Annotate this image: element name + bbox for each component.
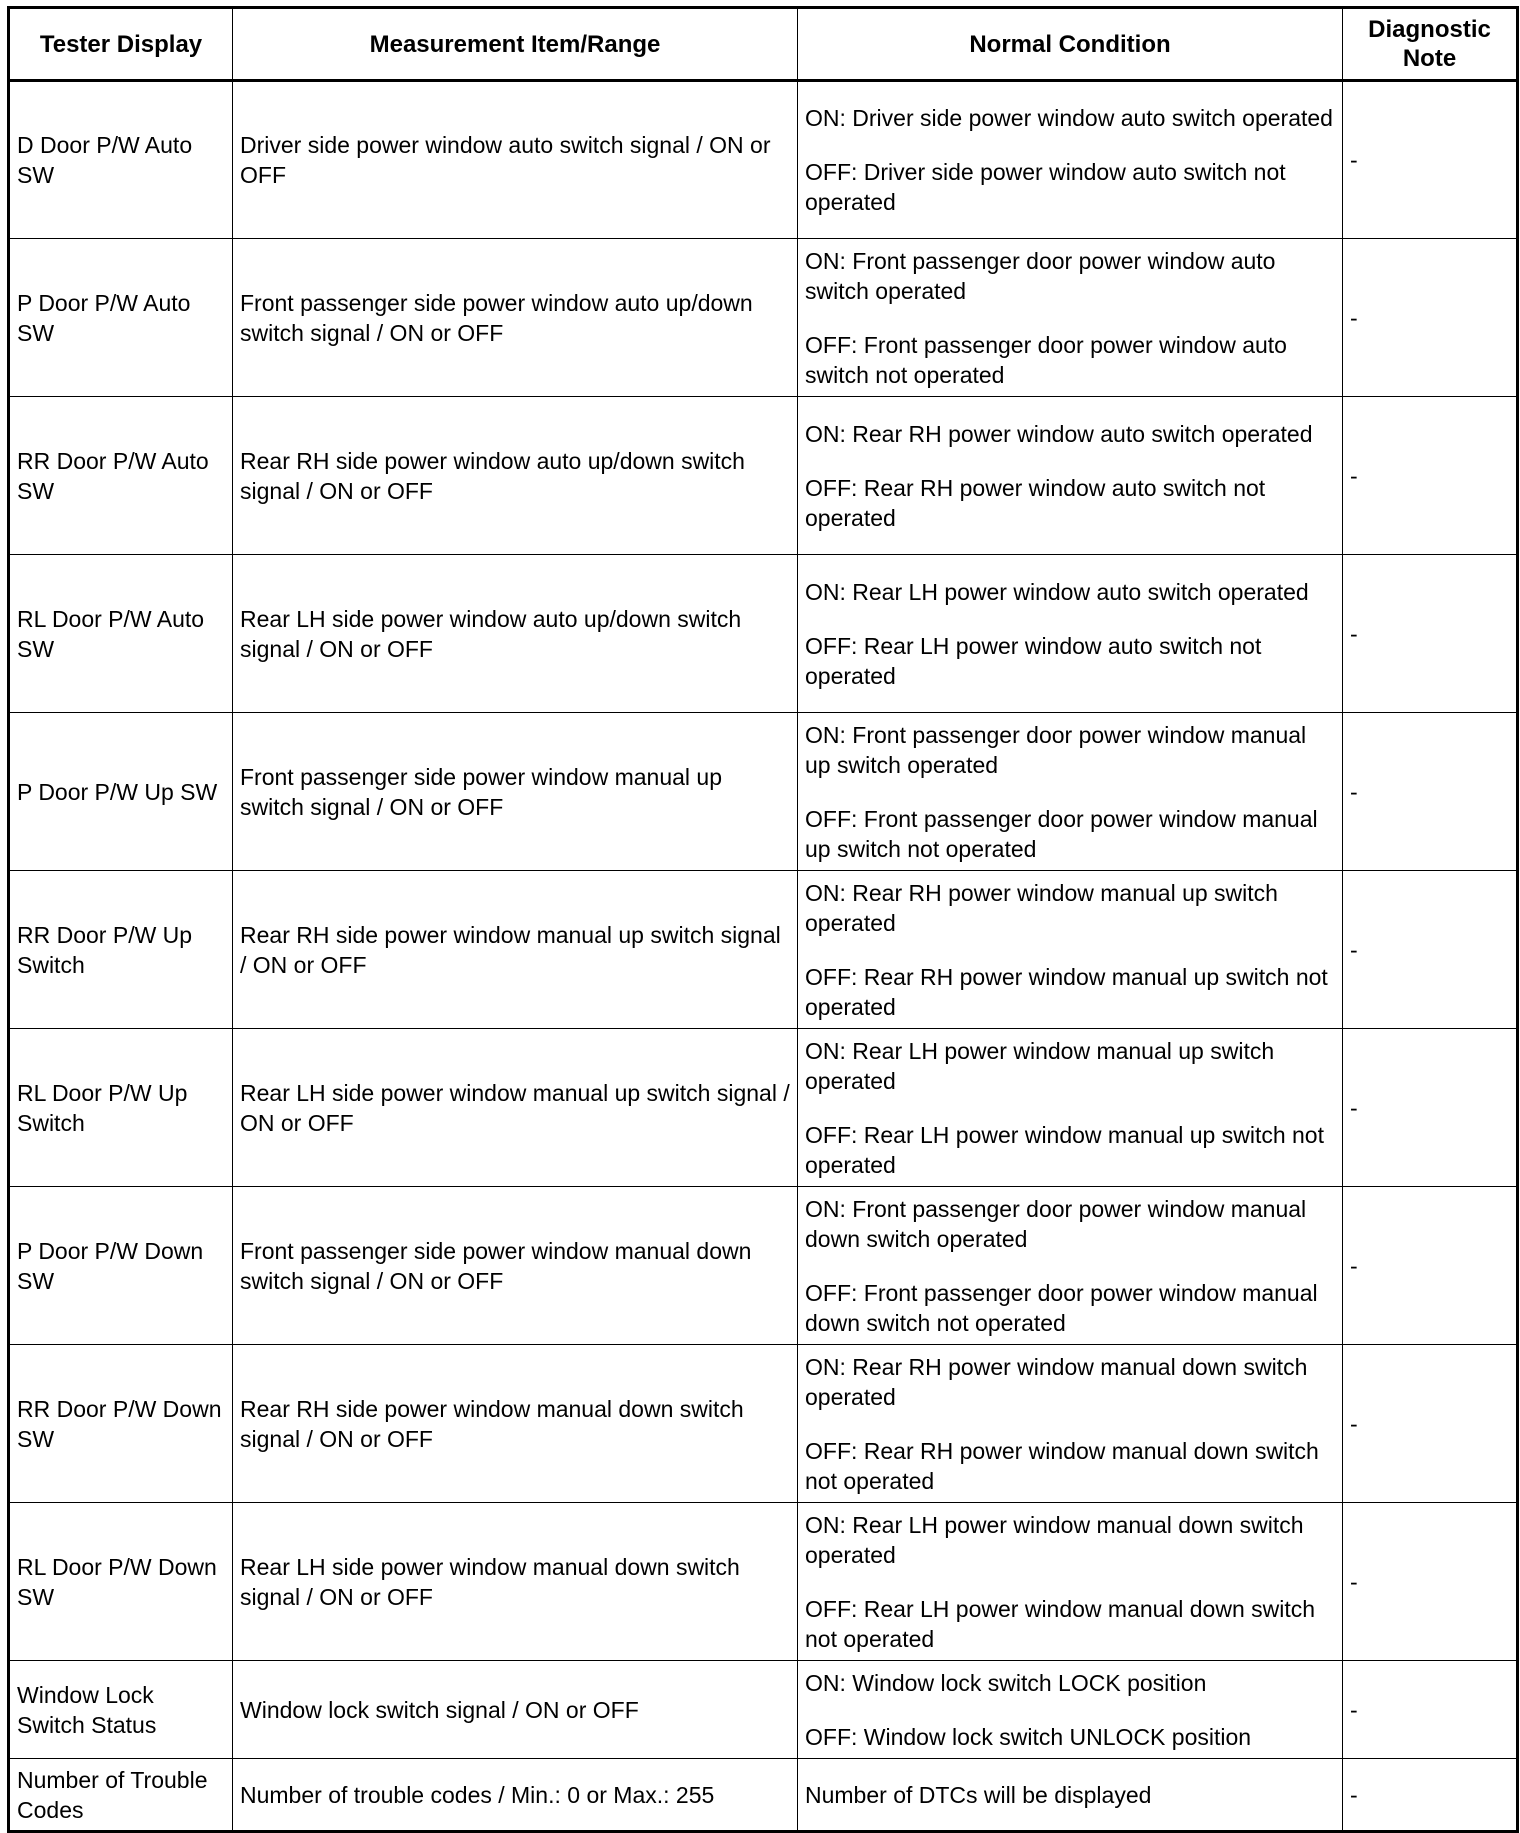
diagnostic-note-cell: -: [1343, 239, 1518, 397]
header-measurement: Measurement Item/Range: [233, 8, 798, 81]
tester-display-cell: RL Door P/W Up Switch: [9, 1029, 233, 1187]
tester-display-cell: P Door P/W Down SW: [9, 1187, 233, 1345]
condition-on-text: ON: Front passenger door power window auto switch operated: [805, 247, 1276, 304]
condition-off-text: OFF: Front passenger door power window auto switch not operated: [805, 331, 1287, 388]
diagnostic-note-cell: -: [1343, 397, 1518, 555]
measurement-cell: Rear LH side power window manual up switch signal / ON or OFF: [233, 1029, 798, 1187]
tester-display-cell: RL Door P/W Auto SW: [9, 555, 233, 713]
table-header-row: [9, 8, 1518, 81]
normal-condition-cell: [798, 1345, 1343, 1503]
measurement-cell: Rear LH side power window manual down switch signal / ON or OFF: [233, 1503, 798, 1661]
tester-display-cell: RL Door P/W Down SW: [9, 1503, 233, 1661]
condition-on-text: ON: Front passenger door power window manual up switch operated: [805, 721, 1307, 778]
condition-off-text: OFF: Rear RH power window manual down switch not operated: [805, 1437, 1319, 1494]
tester-display-cell: RR Door P/W Auto SW: [9, 397, 233, 555]
diagnostic-note-cell: -: [1343, 81, 1518, 239]
tester-display-cell: D Door P/W Auto SW: [9, 81, 233, 239]
table-row: [9, 1029, 1518, 1187]
table-row: [9, 871, 1518, 1029]
header-normal-condition: Normal Condition: [798, 8, 1343, 81]
table-row: [9, 1759, 1518, 1832]
diagnostic-note-cell: -: [1343, 555, 1518, 713]
normal-condition-cell: [798, 1661, 1343, 1759]
table-row: [9, 397, 1518, 555]
measurement-cell: Driver side power window auto switch signal / ON or OFF: [233, 81, 798, 239]
table-row: [9, 239, 1518, 397]
condition-on-text: ON: Front passenger door power window manual down switch operated: [805, 1195, 1307, 1252]
table-row: [9, 81, 1518, 239]
table-row: [9, 1187, 1518, 1345]
tester-display-cell: RR Door P/W Up Switch: [9, 871, 233, 1029]
condition-off-text: OFF: Rear LH power window auto switch not operated: [805, 632, 1262, 689]
measurement-cell: Rear RH side power window auto up/down switch signal / ON or OFF: [233, 397, 798, 555]
normal-condition-cell: [798, 81, 1343, 239]
tester-display-cell: RR Door P/W Down SW: [9, 1345, 233, 1503]
condition-off-text: OFF: Rear RH power window auto switch not operated: [805, 474, 1266, 531]
normal-condition-cell: [798, 871, 1343, 1029]
table-row: [9, 555, 1518, 713]
diagnostic-note-cell: -: [1343, 1345, 1518, 1503]
tester-display-cell: Number of Trouble Codes: [9, 1759, 233, 1832]
diagnostic-note-cell: -: [1343, 1503, 1518, 1661]
document-page: [7, 6, 1519, 1833]
condition-on-text: ON: Rear LH power window auto switch operated: [805, 578, 1309, 605]
condition-off-text: OFF: Window lock switch UNLOCK position: [805, 1723, 1252, 1750]
normal-condition-cell: [798, 397, 1343, 555]
condition-on-text: ON: Rear RH power window auto switch operated: [805, 420, 1313, 447]
diagnostic-note-cell: -: [1343, 1187, 1518, 1345]
measurement-cell: Rear LH side power window auto up/down switch signal / ON or OFF: [233, 555, 798, 713]
normal-condition-cell: [798, 1187, 1343, 1345]
normal-condition-cell: [798, 239, 1343, 397]
diagnostic-note-cell: -: [1343, 1029, 1518, 1187]
measurement-cell: Front passenger side power window manual up switch signal / ON or OFF: [233, 713, 798, 871]
normal-condition-cell: [798, 1503, 1343, 1661]
header-diagnostic-note: Diagnostic Note: [1343, 8, 1518, 81]
condition-off-text: OFF: Rear RH power window manual up switch not operated: [805, 963, 1328, 1020]
condition-on-text: ON: Rear RH power window manual up switch operated: [805, 879, 1278, 936]
data-list-table: [7, 6, 1519, 1833]
header-tester-display: Tester Display: [9, 8, 233, 81]
diagnostic-note-cell: -: [1343, 713, 1518, 871]
tester-display-cell: P Door P/W Auto SW: [9, 239, 233, 397]
condition-off-text: OFF: Rear LH power window manual up switch not operated: [805, 1121, 1324, 1178]
tester-display-cell: Window Lock Switch Status: [9, 1661, 233, 1759]
normal-condition-cell: Number of DTCs will be displayed: [798, 1759, 1343, 1832]
measurement-cell: Front passenger side power window manual down switch signal / ON or OFF: [233, 1187, 798, 1345]
condition-on-text: ON: Rear LH power window manual up switch operated: [805, 1037, 1275, 1094]
condition-on-text: ON: Window lock switch LOCK position: [805, 1669, 1207, 1696]
normal-condition-cell: [798, 555, 1343, 713]
diagnostic-note-cell: -: [1343, 1759, 1518, 1832]
diagnostic-note-cell: -: [1343, 871, 1518, 1029]
condition-off-text: OFF: Front passenger door power window manual up switch not operated: [805, 805, 1318, 862]
condition-on-text: ON: Rear LH power window manual down switch operated: [805, 1511, 1304, 1568]
table-row: [9, 1661, 1518, 1759]
measurement-cell: Window lock switch signal / ON or OFF: [233, 1661, 798, 1759]
condition-on-text: ON: Rear RH power window manual down switch operated: [805, 1353, 1308, 1410]
diagnostic-note-cell: -: [1343, 1661, 1518, 1759]
condition-off-text: OFF: Front passenger door power window manual down switch not operated: [805, 1279, 1318, 1336]
condition-on-text: ON: Driver side power window auto switch operated: [805, 105, 1333, 131]
measurement-cell: Rear RH side power window manual down switch signal / ON or OFF: [233, 1345, 798, 1503]
normal-condition-cell: [798, 713, 1343, 871]
measurement-cell: Front passenger side power window auto up/down switch signal / ON or OFF: [233, 239, 798, 397]
table-row: [9, 1345, 1518, 1503]
measurement-cell: Rear RH side power window manual up switch signal / ON or OFF: [233, 871, 798, 1029]
normal-condition-cell: [798, 1029, 1343, 1187]
table-row: [9, 1503, 1518, 1661]
tester-display-cell: P Door P/W Up SW: [9, 713, 233, 871]
condition-off-text: OFF: Rear LH power window manual down switch not operated: [805, 1595, 1316, 1652]
table-row: [9, 713, 1518, 871]
measurement-cell: Number of trouble codes / Min.: 0 or Max.: 255: [233, 1759, 798, 1832]
condition-off-text: OFF: Driver side power window auto switch not operated: [805, 159, 1286, 215]
